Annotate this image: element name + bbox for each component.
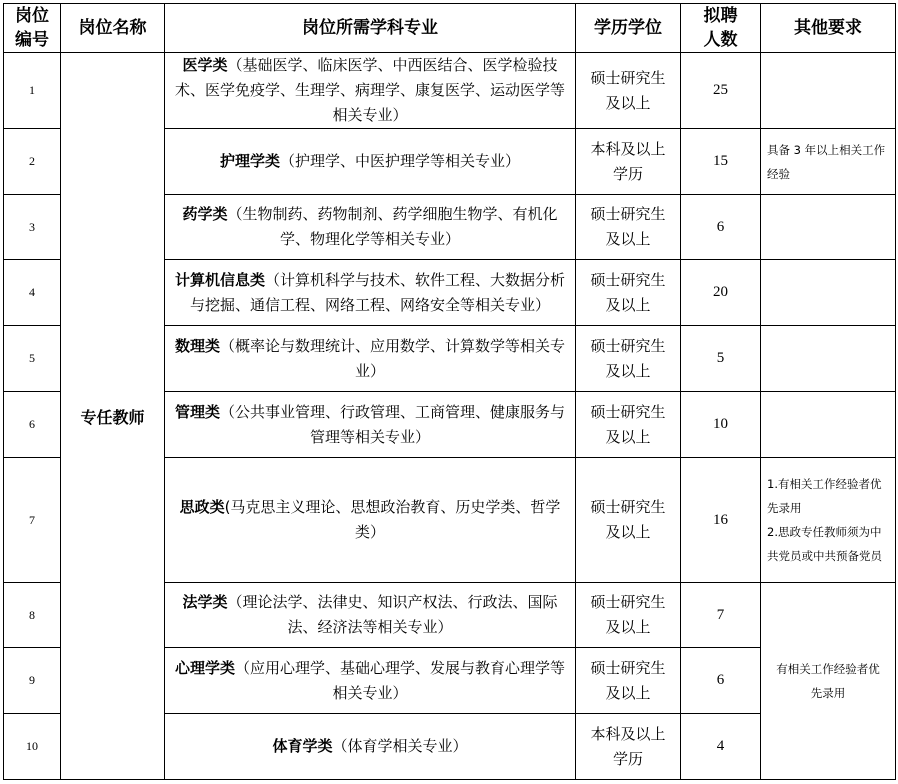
major-category: 心理学类 (174, 658, 235, 677)
major-cell (165, 583, 576, 648)
hire-count: 7 (681, 583, 761, 648)
position-number: 5 (4, 326, 61, 392)
degree-cell: 硕士研究生及以上 (576, 260, 681, 326)
position-number: 6 (4, 392, 61, 458)
hire-count: 10 (681, 392, 761, 458)
major-detail: （公共事业管理、行政管理、工商管理、健康服务与管理等相关专业） (220, 402, 566, 446)
major-cell (165, 392, 576, 458)
degree-cell: 硕士研究生及以上 (576, 326, 681, 392)
other-requirements-empty (761, 326, 896, 392)
hire-count: 6 (681, 648, 761, 714)
hire-count: 6 (681, 195, 761, 260)
other-requirements-empty (761, 195, 896, 260)
major-detail: （理论法学、法律史、知识产权法、行政法、国际法、经济法等相关专业） (227, 593, 558, 636)
major-detail: （计算机科学与技术、软件工程、大数据分析与挖掘、通信工程、网络工程、网络安全等相关专业） (189, 270, 566, 314)
major-detail: （概率论与数理统计、应用数学、计算数学等相关专业） (220, 336, 566, 380)
position-number: 10 (4, 714, 61, 780)
table-row (4, 53, 896, 129)
other-requirements: 具备 3 年以上相关工作经验 (761, 129, 896, 195)
major-cell (165, 458, 576, 583)
major-cell (165, 326, 576, 392)
major-cell (165, 195, 576, 260)
major-category: 管理类 (174, 402, 220, 421)
major-category: 数理类 (174, 336, 220, 355)
degree-cell: 硕士研究生及以上 (576, 583, 681, 648)
major-cell (165, 260, 576, 326)
major-detail: （生物制药、药物制剂、药学细胞生物学、有机化学、物理化学等相关专业） (227, 205, 558, 248)
major-category: 医学类 (182, 56, 228, 74)
other-requirements (761, 458, 896, 583)
degree-cell: 本科及以上学历 (576, 129, 681, 195)
degree-cell: 硕士研究生及以上 (576, 458, 681, 583)
position-number: 9 (4, 648, 61, 714)
hire-count: 15 (681, 129, 761, 195)
major-cell (165, 714, 576, 780)
degree-cell: 本科及以上学历 (576, 714, 681, 780)
hire-count: 16 (681, 458, 761, 583)
header-no: 岗位编号 (4, 4, 61, 53)
degree-cell: 硕士研究生及以上 (576, 53, 681, 129)
position-number: 1 (4, 53, 61, 129)
hire-count: 20 (681, 260, 761, 326)
position-number: 2 (4, 129, 61, 195)
header-count: 拟聘人数 (681, 4, 761, 53)
header-other: 其他要求 (761, 4, 896, 53)
header-major: 岗位所需学科专业 (165, 4, 576, 53)
position-name: 专任教师 (61, 53, 165, 780)
major-category: 药学类 (182, 205, 228, 223)
hire-count: 4 (681, 714, 761, 780)
header-row (4, 4, 896, 53)
major-detail: （应用心理学、基础心理学、发展与教育心理学等相关专业） (235, 658, 566, 702)
major-cell (165, 53, 576, 129)
position-number: 4 (4, 260, 61, 326)
major-detail: （基础医学、临床医学、中西医结合、医学检验技术、医学免疫学、生理学、病理学、康复医学、运动医学等相关专业） (174, 56, 565, 124)
degree-cell: 硕士研究生及以上 (576, 648, 681, 714)
major-detail: （体育学相关专业） (332, 737, 468, 755)
major-cell (165, 129, 576, 195)
degree-cell: 硕士研究生及以上 (576, 392, 681, 458)
major-detail: (马克思主义理论、思想政治教育、历史学类、哲学类） (224, 498, 561, 541)
requirement-1: 1.有相关工作经验者优先录用 (767, 477, 882, 515)
position-number: 8 (4, 583, 61, 648)
major-detail: （护理学、中医护理学等相关专业） (280, 152, 521, 170)
major-cell (165, 648, 576, 714)
position-number: 7 (4, 458, 61, 583)
other-requirements: 有相关工作经验者优先录用 (761, 583, 896, 780)
requirement-2: 2.思政专任教师须为中共党员或中共预备党员 (767, 525, 882, 563)
major-category: 计算机信息类 (174, 270, 265, 289)
header-degree: 学历学位 (576, 4, 681, 53)
other-requirements-empty (761, 53, 896, 129)
header-name: 岗位名称 (61, 4, 165, 53)
position-number: 3 (4, 195, 61, 260)
degree-cell: 硕士研究生及以上 (576, 195, 681, 260)
other-requirements-empty (761, 260, 896, 326)
major-category: 护理学类 (219, 152, 280, 170)
major-category: 思政类 (179, 498, 225, 516)
hire-count: 25 (681, 53, 761, 129)
other-requirements-empty (761, 392, 896, 458)
major-category: 法学类 (182, 593, 228, 611)
hire-count: 5 (681, 326, 761, 392)
major-category: 体育学类 (272, 737, 333, 755)
recruitment-table (3, 3, 896, 780)
